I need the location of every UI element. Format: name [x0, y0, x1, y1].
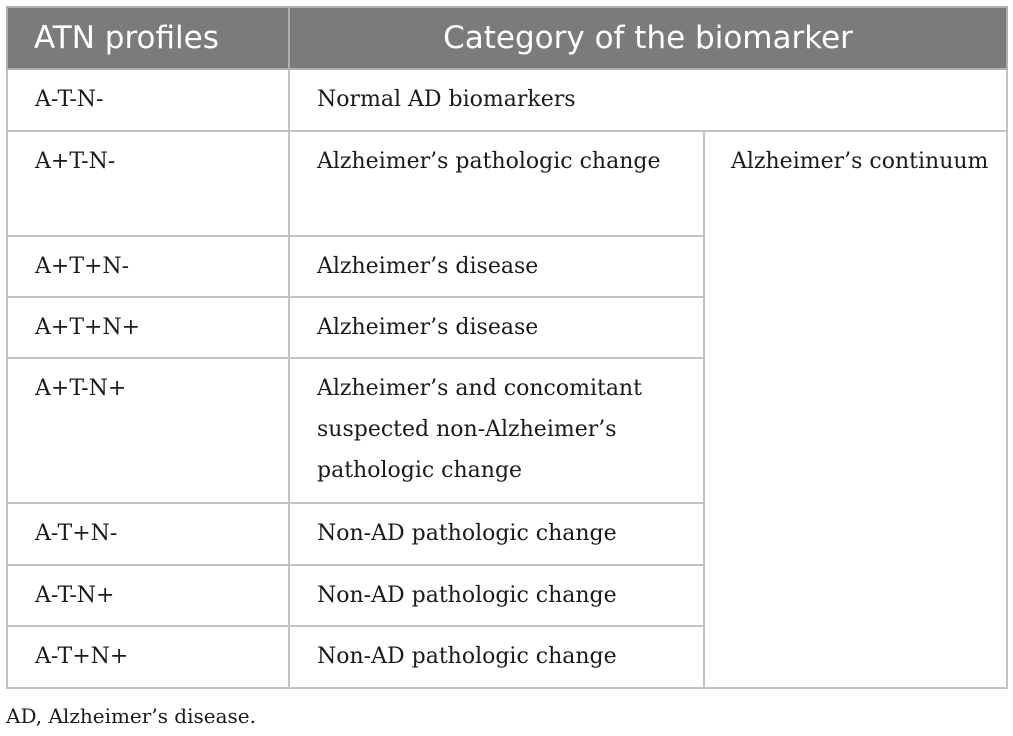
table-row [7, 69, 1007, 131]
category-cell: Alzheimer’s disease [289, 236, 704, 297]
table-row [7, 131, 1007, 236]
alzheimers-continuum-cell: Alzheimer’s continuum [704, 131, 1007, 688]
category-cell: Alzheimer’s pathologic change [289, 131, 704, 236]
profile-cell: A+T+N+ [7, 297, 289, 358]
category-cell: Alzheimer’s disease [289, 297, 704, 358]
header-atn-profiles: ATN profiles [7, 7, 289, 69]
table-footnote: AD, Alzheimer’s disease. [6, 704, 256, 728]
category-cell: Non-AD pathologic change [289, 565, 704, 626]
table-header-row [7, 7, 1007, 69]
atn-profiles-table [6, 6, 1008, 689]
profile-cell: A-T-N+ [7, 565, 289, 626]
profile-cell: A+T+N- [7, 236, 289, 297]
category-cell: Normal AD biomarkers [289, 69, 1007, 131]
header-category: Category of the biomarker [289, 7, 1007, 69]
profile-cell: A+T-N- [7, 131, 289, 236]
profile-cell: A+T-N+ [7, 358, 289, 503]
profile-cell: A-T-N- [7, 69, 289, 131]
profile-cell: A-T+N+ [7, 626, 289, 688]
category-cell: Alzheimer’s and concomitant suspected non-Alzheimer’s pathologic change [289, 358, 704, 503]
category-cell: Non-AD pathologic change [289, 626, 704, 688]
category-cell: Non-AD pathologic change [289, 503, 704, 565]
profile-cell: A-T+N- [7, 503, 289, 565]
